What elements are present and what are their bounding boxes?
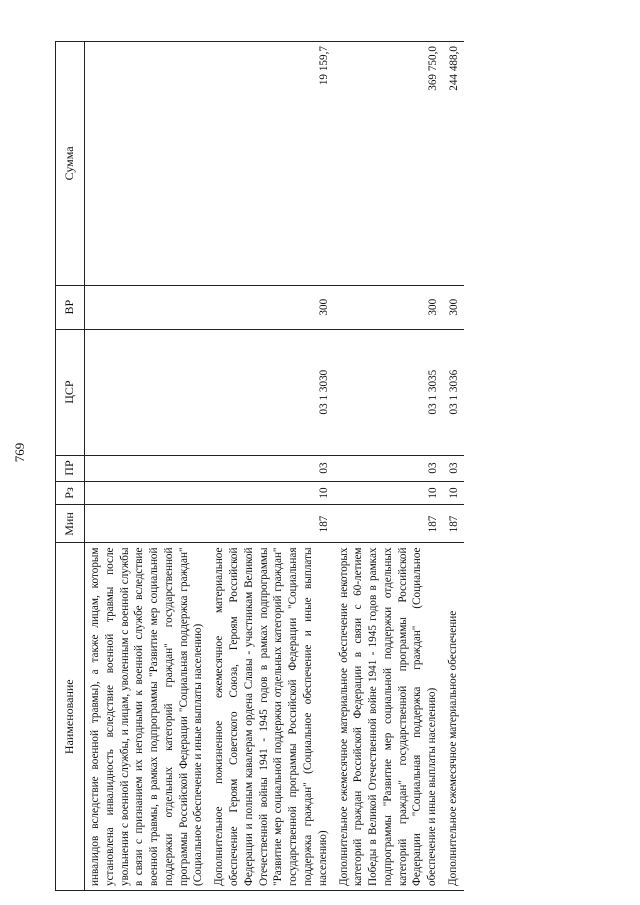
table-row [334,42,443,891]
row-expense-type: 300 [209,285,333,329]
table-body [85,42,464,891]
table-header [56,42,85,891]
table-row [85,42,210,891]
row-expense-type [85,285,210,329]
row-name: Дополнительное ежемесячное материальное обеспечение [443,543,464,891]
row-target-article [85,329,210,455]
header-amount: Сумма [56,42,85,286]
row-target-article: 03 1 3035 [334,329,443,455]
row-expense-type: 300 [443,285,464,329]
row-subsection: 03 [334,455,443,481]
row-amount: 369 750,0 [334,42,443,286]
row-subsection [85,455,210,481]
header-ministry: Мин [56,505,85,543]
row-amount [85,42,210,286]
row-target-article: 03 1 3030 [209,329,333,455]
table-row [443,42,464,891]
row-amount: 244 488,0 [443,42,464,286]
header-subsection: ПР [56,455,85,481]
header-name: Наименование [56,543,85,891]
row-section: 10 [334,481,443,505]
row-ministry [85,505,210,543]
row-section [85,481,210,505]
row-subsection: 03 [209,455,333,481]
row-name: инвалидов вследствие военной травмы), а также лицам, которым установлена инвалидность вследствие военной травмы после увольнения с военной службы, и лицам, уволенным с военной службы в связи с признанием их негодными к военной службе вследствие военной травмы, в рамках подпрограммы "Развитие мер социальной поддержки отдельных категорий граждан" государственной программы Российской Федерации "Социальная поддержка граждан" (Социальное обеспечение и иные выплаты населению) [85,543,210,891]
row-name: Дополнительное пожизненное ежемесячное материальное обеспечение Героям Советского Союза, Героям Российской Федерации и полным кавалерам ордена Славы - участникам Великой Отечественной войны 1941 - 1945 годов в рамках подпрограммы "Развитие мер социальной поддержки отдельных категорий граждан" государственной программы Российской Федерации "Социальная поддержка граждан" (Социальное обеспечение и иные выплаты населению) [209,543,333,891]
row-ministry: 187 [443,505,464,543]
header-target-article: ЦСР [56,329,85,455]
header-expense-type: ВР [56,285,85,329]
row-section: 10 [209,481,333,505]
header-section: Рз [56,481,85,505]
table-row [209,42,333,891]
row-subsection: 03 [443,455,464,481]
page-number: 769 [12,442,27,463]
row-ministry: 187 [334,505,443,543]
row-ministry: 187 [209,505,333,543]
row-amount: 19 159,7 [209,42,333,286]
row-section: 10 [443,481,464,505]
row-expense-type: 300 [334,285,443,329]
header-row [56,42,85,891]
row-target-article: 03 1 3036 [443,329,464,455]
row-name: Дополнительное ежемесячное материальное обеспечение некоторых категорий граждан Российской Федерации в связи с 60-летием Победы в Великой Отечественной войне 1941 - 1945 годов в рамках подпрограммы "Развитие мер социальной поддержки отдельных категорий граждан" государственной программы Российской Федерации "Социальная поддержка граждан" (Социальное обеспечение и иные выплаты населению) [334,543,443,891]
budget-table [55,41,464,891]
